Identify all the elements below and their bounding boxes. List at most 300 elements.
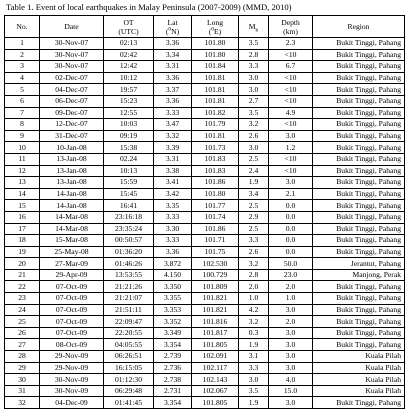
table-row: [5, 211, 405, 223]
cell-region: Bukit Tinggi, Pahang: [313, 142, 405, 154]
cell-region: Bukit Tinggi, Pahang: [313, 223, 405, 235]
cell-ot: 01:41:45: [104, 397, 154, 409]
cell-date: 29-Nov-09: [40, 362, 104, 374]
table-row: [5, 49, 405, 61]
cell-long: 101.817: [192, 327, 239, 339]
header-row: [5, 16, 405, 38]
cell-no: 25: [5, 316, 40, 328]
cell-date: 06-Dec-07: [40, 95, 104, 107]
cell-long: 101.80: [192, 49, 239, 61]
cell-lat: 3.353: [154, 304, 192, 316]
cell-mb: 2.5: [239, 153, 269, 165]
table-row: [5, 177, 405, 189]
cell-long: 101.81: [192, 130, 239, 142]
cell-no: 8: [5, 119, 40, 131]
cell-region: Bukit Tinggi, Pahang: [313, 304, 405, 316]
table-row: [5, 385, 405, 397]
cell-long: 102.530: [192, 258, 239, 270]
cell-depth: 2.0: [269, 281, 313, 293]
cell-region: Bukit Tinggi, Pahang: [313, 38, 405, 50]
cell-lat: 3.36: [154, 38, 192, 50]
cell-long: 101.81: [192, 72, 239, 84]
cell-no: 14: [5, 188, 40, 200]
header-long-degree: 0: [211, 25, 215, 32]
cell-long: 101.816: [192, 316, 239, 328]
cell-no: 9: [5, 130, 40, 142]
cell-region: Bukit Tinggi, Pahang: [313, 188, 405, 200]
cell-lat: 3.352: [154, 316, 192, 328]
cell-no: 15: [5, 200, 40, 212]
cell-lat: 3.354: [154, 339, 192, 351]
header-lat-label: Lat: [167, 17, 178, 27]
cell-no: 17: [5, 223, 40, 235]
header-long: Long ($^0$E): [192, 16, 239, 38]
cell-ot: 21:51:11: [104, 304, 154, 316]
cell-long: 101.75: [192, 246, 239, 258]
table-row: [5, 316, 405, 328]
table-row: [5, 269, 405, 281]
header-no: [5, 16, 40, 38]
cell-date: 13-Jan-08: [40, 177, 104, 189]
table-row: [5, 304, 405, 316]
cell-long: 101.82: [192, 107, 239, 119]
cell-depth: 0.0: [269, 223, 313, 235]
cell-region: Kuala Pilah: [313, 362, 405, 374]
cell-region: Bukit Tinggi, Pahang: [313, 246, 405, 258]
cell-no: 24: [5, 304, 40, 316]
table-row: [5, 200, 405, 212]
cell-ot: 23:35:24: [104, 223, 154, 235]
cell-lat: 3.39: [154, 142, 192, 154]
table-row: [5, 130, 405, 142]
cell-lat: 3.36: [154, 72, 192, 84]
cell-no: 2: [5, 49, 40, 61]
header-ot-unit: (UTC): [118, 26, 139, 36]
table-row: [5, 246, 405, 258]
header-depth: [269, 16, 313, 38]
cell-long: 101.809: [192, 281, 239, 293]
cell-depth: 3.0: [269, 362, 313, 374]
cell-depth: 0.0: [269, 200, 313, 212]
cell-lat: 3.36: [154, 246, 192, 258]
cell-long: 101.83: [192, 153, 239, 165]
table-row: [5, 119, 405, 131]
cell-date: 31-Dec-07: [40, 130, 104, 142]
cell-long: 100.729: [192, 269, 239, 281]
header-region-label: Region: [347, 22, 370, 31]
header-lat-unit: N): [171, 26, 180, 36]
cell-depth: 3.0: [269, 327, 313, 339]
cell-no: 31: [5, 385, 40, 397]
cell-lat: 3.349: [154, 327, 192, 339]
cell-lat: 3.33: [154, 235, 192, 247]
cell-date: 04-Dec-09: [40, 397, 104, 409]
cell-depth: 2.0: [269, 316, 313, 328]
cell-region: Bukit Tinggi, Pahang: [313, 72, 405, 84]
cell-long: 101.86: [192, 223, 239, 235]
cell-region: Bukit Tinggi, Pahang: [313, 339, 405, 351]
cell-ot: 19:57: [104, 84, 154, 96]
table-row: [5, 362, 405, 374]
table-row: [5, 235, 405, 247]
header-date-label: Date: [64, 22, 79, 31]
cell-ot: 21:21:07: [104, 293, 154, 305]
cell-region: Bukit Tinggi, Pahang: [313, 119, 405, 131]
cell-mb: 2.5: [239, 223, 269, 235]
cell-mb: 2.4: [239, 165, 269, 177]
cell-region: Kuala Pilah: [313, 385, 405, 397]
cell-lat: 4.150: [154, 269, 192, 281]
header-mb-subscript: b: [255, 27, 259, 34]
cell-region: Bukit Tinggi, Pahang: [313, 316, 405, 328]
table-row: [5, 142, 405, 154]
cell-region: Bukit Tinggi, Pahang: [313, 235, 405, 247]
cell-ot: 04:05:55: [104, 339, 154, 351]
table-row: [5, 61, 405, 73]
cell-ot: 02:42: [104, 49, 154, 61]
cell-region: Bukit Tinggi, Pahang: [313, 177, 405, 189]
header-date: [40, 16, 104, 38]
cell-date: 04-Dec-07: [40, 84, 104, 96]
cell-no: 20: [5, 258, 40, 270]
cell-mb: 2.6: [239, 246, 269, 258]
cell-lat: 3.354: [154, 397, 192, 409]
cell-lat: 3.33: [154, 211, 192, 223]
table-row: [5, 153, 405, 165]
cell-no: 6: [5, 95, 40, 107]
cell-depth: <10: [269, 49, 313, 61]
cell-ot: 10:03: [104, 119, 154, 131]
cell-region: Manjong, Perak: [313, 269, 405, 281]
cell-ot: 01:46:26: [104, 258, 154, 270]
table-row: [5, 281, 405, 293]
table-body: [5, 38, 405, 409]
table-row: [5, 339, 405, 351]
cell-lat: 3.47: [154, 119, 192, 131]
cell-date: 08-Oct-09: [40, 339, 104, 351]
cell-mb: 3.2: [239, 119, 269, 131]
cell-lat: 3.42: [154, 188, 192, 200]
cell-date: 07-Oct-09: [40, 304, 104, 316]
cell-date: 09-Dec-07: [40, 107, 104, 119]
cell-no: 26: [5, 327, 40, 339]
table-caption: Table 1. Event of local earthquakes in Malay Peninsula (2007-2009) (MMD, 2010): [6, 2, 292, 12]
cell-no: 11: [5, 153, 40, 165]
header-depth-label: Depth: [281, 17, 300, 27]
cell-depth: <10: [269, 153, 313, 165]
cell-date: 30-Nov-07: [40, 38, 104, 50]
cell-long: 101.71: [192, 235, 239, 247]
cell-region: Kuala Pilah: [313, 374, 405, 386]
cell-lat: 3.38: [154, 165, 192, 177]
cell-long: 102.143: [192, 374, 239, 386]
cell-long: 101.821: [192, 293, 239, 305]
cell-mb: 3.2: [239, 258, 269, 270]
cell-no: 21: [5, 269, 40, 281]
cell-no: 3: [5, 61, 40, 73]
cell-long: 101.86: [192, 177, 239, 189]
cell-long: 101.805: [192, 397, 239, 409]
cell-mb: 1.9: [239, 177, 269, 189]
cell-ot: 12:42: [104, 61, 154, 73]
cell-lat: 3.41: [154, 177, 192, 189]
cell-no: 29: [5, 362, 40, 374]
cell-ot: 15:59: [104, 177, 154, 189]
cell-long: 101.84: [192, 61, 239, 73]
cell-date: 30-Nov-07: [40, 49, 104, 61]
cell-mb: 1.0: [239, 293, 269, 305]
cell-region: Bukit Tinggi, Pahang: [313, 153, 405, 165]
cell-mb: 3.5: [239, 38, 269, 50]
cell-date: 29-Apr-09: [40, 269, 104, 281]
cell-long: 102.091: [192, 351, 239, 363]
cell-ot: 10:12: [104, 72, 154, 84]
header-mb-label: M: [248, 22, 256, 31]
cell-mb: 3.2: [239, 316, 269, 328]
cell-mb: 3.0: [239, 142, 269, 154]
cell-depth: 0.0: [269, 235, 313, 247]
cell-depth: 3.0: [269, 177, 313, 189]
cell-mb: 2.8: [239, 49, 269, 61]
cell-ot: 21:21:26: [104, 281, 154, 293]
cell-region: Kuala Pilah: [313, 351, 405, 363]
cell-date: 13-Jan-08: [40, 165, 104, 177]
cell-lat: 3.30: [154, 223, 192, 235]
cell-region: Bukit Tinggi, Pahang: [313, 165, 405, 177]
cell-no: 12: [5, 165, 40, 177]
cell-lat: 3.350: [154, 281, 192, 293]
cell-mb: 4.2: [239, 304, 269, 316]
cell-ot: 06:29:48: [104, 385, 154, 397]
cell-no: 18: [5, 235, 40, 247]
cell-long: 101.74: [192, 211, 239, 223]
header-region: [313, 16, 405, 38]
cell-ot: 00:50:57: [104, 235, 154, 247]
cell-lat: 2.738: [154, 374, 192, 386]
cell-depth: 3.0: [269, 130, 313, 142]
header-ot: [104, 16, 154, 38]
cell-ot: 10:13: [104, 165, 154, 177]
cell-mb: 1.9: [239, 397, 269, 409]
cell-ot: 02:13: [104, 38, 154, 50]
cell-lat: 3.32: [154, 130, 192, 142]
table-row: [5, 38, 405, 50]
cell-depth: 1.0: [269, 293, 313, 305]
cell-lat: 3.355: [154, 293, 192, 305]
cell-no: 27: [5, 339, 40, 351]
cell-region: Bukit Tinggi, Pahang: [313, 130, 405, 142]
cell-mb: 3.1: [239, 351, 269, 363]
cell-depth: <10: [269, 119, 313, 131]
cell-region: Bukit Tinggi, Pahang: [313, 84, 405, 96]
cell-ot: 06:26:51: [104, 351, 154, 363]
cell-ot: 02.24: [104, 153, 154, 165]
cell-no: 10: [5, 142, 40, 154]
cell-lat: 3.31: [154, 61, 192, 73]
cell-depth: 2.1: [269, 188, 313, 200]
header-lat-degree: 0: [168, 25, 172, 32]
header-long-unit: E): [214, 26, 222, 36]
table-row: [5, 223, 405, 235]
cell-lat: 3.37: [154, 84, 192, 96]
cell-date: 15-Mar-08: [40, 235, 104, 247]
cell-no: 16: [5, 211, 40, 223]
cell-long: 101.80: [192, 188, 239, 200]
cell-mb: 3.0: [239, 84, 269, 96]
cell-date: 07-Oct-09: [40, 293, 104, 305]
cell-lat: 3.31: [154, 153, 192, 165]
cell-lat: 3.34: [154, 49, 192, 61]
cell-mb: 2.0: [239, 281, 269, 293]
cell-no: 5: [5, 84, 40, 96]
cell-mb: 3.0: [239, 374, 269, 386]
cell-date: 02-Dec-07: [40, 72, 104, 84]
cell-no: 4: [5, 72, 40, 84]
header-depth-unit: (km): [283, 26, 298, 36]
cell-ot: 22:20:55: [104, 327, 154, 339]
cell-date: 14-Mar-08: [40, 211, 104, 223]
cell-depth: 0.0: [269, 211, 313, 223]
table-row: [5, 374, 405, 386]
cell-region: Bukit Tinggi, Pahang: [313, 200, 405, 212]
cell-date: 30-Nov-07: [40, 61, 104, 73]
cell-no: 22: [5, 281, 40, 293]
cell-mb: 3.5: [239, 385, 269, 397]
cell-date: 14-Jan-08: [40, 188, 104, 200]
table-row: [5, 107, 405, 119]
cell-mb: 3.5: [239, 107, 269, 119]
cell-mb: 3.0: [239, 72, 269, 84]
cell-depth: 3.0: [269, 304, 313, 316]
cell-ot: 23:16:18: [104, 211, 154, 223]
cell-region: Bukit Tinggi, Pahang: [313, 95, 405, 107]
table-row: [5, 351, 405, 363]
cell-date: 30-Nov-09: [40, 385, 104, 397]
cell-long: 101.821: [192, 304, 239, 316]
header-no-label: No.: [16, 22, 28, 31]
cell-region: Bukit Tinggi, Pahang: [313, 107, 405, 119]
cell-no: 13: [5, 177, 40, 189]
cell-mb: 3.3: [239, 61, 269, 73]
table-row: [5, 165, 405, 177]
cell-depth: 6.7: [269, 61, 313, 73]
cell-lat: 3.33: [154, 107, 192, 119]
cell-region: Bukit Tinggi, Pahang: [313, 49, 405, 61]
cell-ot: 12:55: [104, 107, 154, 119]
cell-ot: 15:38: [104, 142, 154, 154]
cell-depth: <10: [269, 84, 313, 96]
table-row: [5, 293, 405, 305]
cell-long: 101.79: [192, 119, 239, 131]
cell-long: 101.81: [192, 95, 239, 107]
cell-ot: 01:12:30: [104, 374, 154, 386]
cell-long: 102.067: [192, 385, 239, 397]
cell-lat: 3.36: [154, 95, 192, 107]
cell-depth: <10: [269, 165, 313, 177]
cell-date: 29-Nov-09: [40, 351, 104, 363]
cell-date: 30-Nov-09: [40, 374, 104, 386]
cell-mb: 3.3: [239, 362, 269, 374]
cell-date: 13-Jan-08: [40, 153, 104, 165]
cell-long: 101.83: [192, 165, 239, 177]
cell-date: 10-Jan-08: [40, 142, 104, 154]
cell-ot: 22:09:47: [104, 316, 154, 328]
cell-date: 07-Oct-09: [40, 281, 104, 293]
cell-mb: 2.5: [239, 200, 269, 212]
cell-lat: 2.731: [154, 385, 192, 397]
cell-region: Bukit Tinggi, Pahang: [313, 61, 405, 73]
cell-no: 32: [5, 397, 40, 409]
table-row: [5, 327, 405, 339]
table-row: [5, 95, 405, 107]
cell-date: 27-Mar-09: [40, 258, 104, 270]
cell-lat: 2.739: [154, 351, 192, 363]
cell-region: Bukit Tinggi, Pahang: [313, 397, 405, 409]
cell-long: 102.117: [192, 362, 239, 374]
cell-mb: 1.9: [239, 339, 269, 351]
cell-ot: 15:23: [104, 95, 154, 107]
cell-depth: 2.3: [269, 38, 313, 50]
cell-mb: 2.9: [239, 211, 269, 223]
cell-date: 07-Oct-09: [40, 327, 104, 339]
cell-mb: 3.4: [239, 188, 269, 200]
cell-depth: <10: [269, 72, 313, 84]
cell-region: Bukit Tinggi, Pahang: [313, 293, 405, 305]
cell-mb: 3.3: [239, 235, 269, 247]
cell-no: 7: [5, 107, 40, 119]
cell-depth: 4.0: [269, 374, 313, 386]
table-row: [5, 84, 405, 96]
cell-no: 30: [5, 374, 40, 386]
cell-mb: 0.3: [239, 327, 269, 339]
cell-long: 101.805: [192, 339, 239, 351]
header-ot-label: OT: [123, 17, 134, 27]
cell-date: 07-Oct-09: [40, 316, 104, 328]
cell-no: 1: [5, 38, 40, 50]
cell-long: 101.77: [192, 200, 239, 212]
cell-lat: 3.872: [154, 258, 192, 270]
cell-region: Jerantut, Pahang: [313, 258, 405, 270]
header-lat: Lat ($^0$N): [154, 16, 192, 38]
cell-ot: 16:41: [104, 200, 154, 212]
table-row: [5, 188, 405, 200]
cell-depth: <10: [269, 95, 313, 107]
cell-long: 101.81: [192, 84, 239, 96]
cell-depth: 3.0: [269, 339, 313, 351]
cell-depth: 23.0: [269, 269, 313, 281]
cell-mb: 2.8: [239, 269, 269, 281]
table-row: [5, 397, 405, 409]
cell-long: 101.73: [192, 142, 239, 154]
cell-date: 25-May-08: [40, 246, 104, 258]
cell-ot: 13:53:55: [104, 269, 154, 281]
cell-date: 12-Dec-07: [40, 119, 104, 131]
table-row: [5, 72, 405, 84]
earthquake-table: [4, 15, 405, 409]
table-header: [5, 16, 405, 38]
cell-depth: 1.2: [269, 142, 313, 154]
cell-mb: 2.7: [239, 95, 269, 107]
cell-depth: 50.0: [269, 258, 313, 270]
cell-depth: 15.0: [269, 385, 313, 397]
cell-ot: 09:19: [104, 130, 154, 142]
cell-lat: 2.736: [154, 362, 192, 374]
header-long-label: Long: [206, 17, 224, 27]
cell-depth: 3.0: [269, 351, 313, 363]
cell-no: 19: [5, 246, 40, 258]
cell-region: Bukit Tinggi, Pahang: [313, 211, 405, 223]
cell-ot: 15:45: [104, 188, 154, 200]
